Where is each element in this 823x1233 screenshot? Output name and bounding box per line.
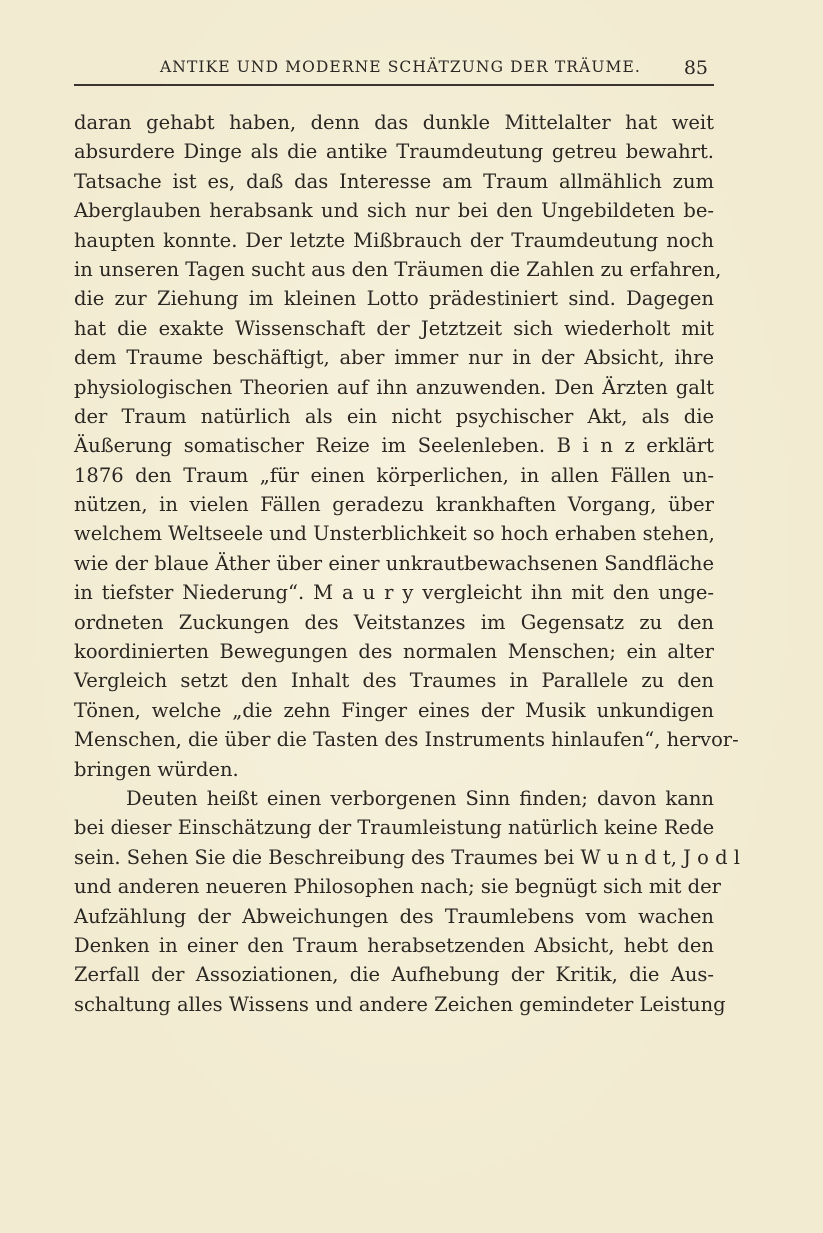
text-line: bei dieser Einschätzung der Traumleistung natürlich keine Rede: [74, 816, 715, 840]
text-line: und anderen neueren Philosophen nach; sie begnügt sich mit der: [74, 875, 722, 899]
text-line: hat die exakte Wissenschaft der Jetztzeit sich wiederholt mit: [74, 316, 714, 340]
text-line: Äußerung somatischer Reize im Seelenleben. B i n z erklärt: [74, 434, 714, 458]
body-text: [74, 108, 740, 1019]
running-head: [74, 58, 714, 84]
text-line: Menschen, die über die Tasten des Instruments hinlaufen“, hervor-: [74, 728, 739, 752]
text-line: nützen, in vielen Fällen geradezu krankhaften Vorgang, über: [74, 493, 714, 517]
text-line: in unseren Tagen sucht aus den Träumen die Zahlen zu erfahren,: [74, 257, 722, 281]
text-line: Aufzählung der Abweichungen des Traumlebens vom wachen: [74, 904, 714, 928]
text-line: dem Traume beschäftigt, aber immer nur in der Absicht, ihre: [74, 346, 714, 370]
text-line: Aberglauben herabsank und sich nur bei den Ungebildeten be-: [74, 199, 714, 223]
text-line: Vergleich setzt den Inhalt des Traumes in Parallele zu den: [74, 669, 714, 693]
text-line: ordneten Zuckungen des Veitstanzes im Gegensatz zu den: [74, 610, 714, 634]
text-line: absurdere Dinge als die antike Traumdeutung getreu bewahrt.: [74, 140, 714, 164]
text-line: physiologischen Theorien auf ihn anzuwenden. Den Ärzten galt: [74, 375, 714, 399]
text-line: Zerfall der Assoziationen, die Aufhebung der Kritik, die Aus-: [74, 963, 714, 987]
text-line: Denken in einer den Traum herabsetzenden Absicht, hebt den: [74, 933, 714, 957]
text-line: bringen würden.: [74, 757, 239, 781]
text-line: der Traum natürlich als ein nicht psychischer Akt, als die: [74, 404, 714, 428]
running-title: ANTIKE UND MODERNE SCHÄTZUNG DER TRÄUME.: [160, 58, 641, 76]
text-line: schaltung alles Wissens und andere Zeichen gemindeter Leistung: [74, 992, 726, 1016]
text-line: wie der blaue Äther über einer unkrautbewachsenen Sandfläche: [74, 551, 714, 575]
page-number: 85: [683, 57, 708, 79]
text-line: sein. Sehen Sie die Beschreibung des Traumes bei W u n d t, J o d l: [74, 845, 740, 869]
text-line: Tatsache ist es, daß das Interesse am Traum allmählich zum: [74, 169, 714, 193]
text-line: in tiefster Niederung“. M a u r y vergleicht ihn mit den unge-: [74, 581, 714, 605]
text-line: Tönen, welche „die zehn Finger eines der Musik unkundigen: [74, 698, 714, 722]
text-line: koordinierten Bewegungen des normalen Menschen; ein alter: [74, 640, 714, 664]
text-line: daran gehabt haben, denn das dunkle Mittelalter hat weit: [74, 111, 714, 134]
text-line: die zur Ziehung im kleinen Lotto prädestiniert sind. Dagegen: [74, 287, 714, 311]
text-line: welchem Weltseele und Unsterblichkeit so hoch erhaben stehen,: [74, 522, 715, 546]
text-line: haupten konnte. Der letzte Mißbrauch der Traumdeutung noch: [74, 228, 714, 252]
text-line: 1876 den Traum „für einen körperlichen, in allen Fällen un-: [74, 463, 714, 487]
header-rule: [74, 84, 714, 86]
paragraph-first-line: Deuten heißt einen verborgenen Sinn finden; davon kann: [126, 786, 714, 810]
